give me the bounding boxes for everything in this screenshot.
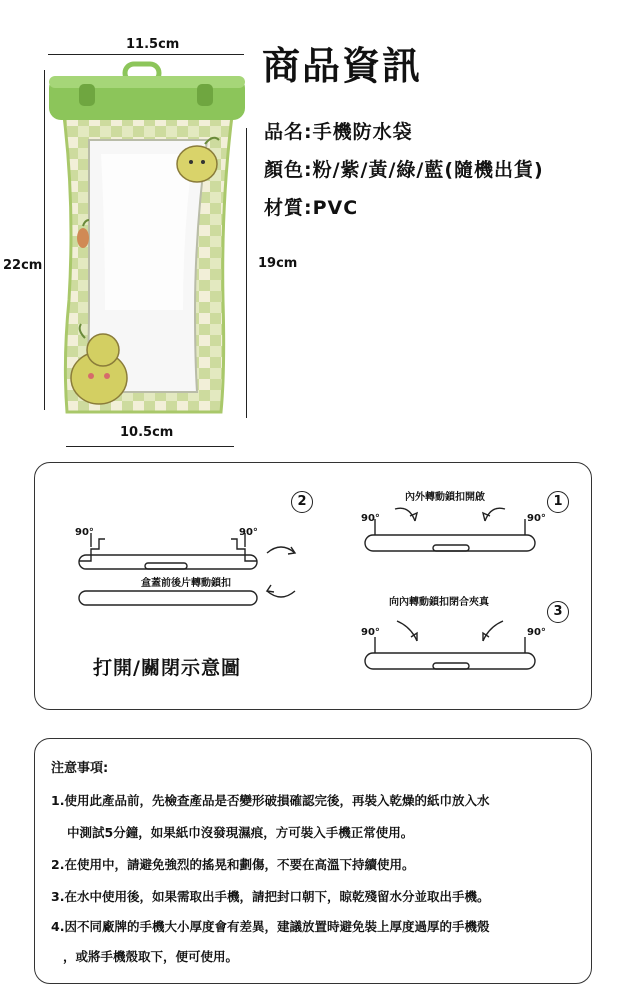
note-line-4: 3.在水中使用後，如果需取出手機，請把封口朝下，晾乾殘留水分並取出手機。: [51, 889, 490, 904]
top-width-line: [48, 54, 244, 55]
note-line-2: 中測試5分鐘，如果紙巾沒發現濕痕，方可裝入手機正常使用。: [67, 825, 414, 840]
angle-left-2: 90°: [239, 527, 258, 538]
top-width-label: 11.5cm: [126, 37, 180, 52]
diagram-title: 打開/關閉示意圖: [93, 657, 241, 679]
angle-right-3: 90°: [361, 627, 380, 638]
notes-heading: 注意事項:: [51, 761, 109, 776]
angle-right-1: 90°: [361, 513, 380, 524]
note-line-3: 2.在使用中，請避免強烈的搖晃和劃傷，不要在高溫下持續使用。: [51, 857, 415, 872]
note-line-5: 4.因不同廠牌的手機大小厚度會有差異，建議放置時避免裝上厚度過厚的手機殼: [51, 919, 490, 934]
step-1-badge: 1: [547, 491, 569, 513]
angle-left-1: 90°: [75, 527, 94, 538]
note-line-6: ，或將手機殼取下，便可使用。: [63, 949, 239, 964]
inner-height-label: 19cm: [258, 256, 298, 271]
spec-colors: 顏色:粉/紫/黃/綠/藍(隨機出貨): [264, 159, 544, 181]
bottom-width-line: [66, 446, 234, 447]
angle-right-2: 90°: [527, 513, 546, 524]
step-2-badge: 2: [291, 491, 313, 513]
step-3-label: 向內轉動鎖扣閉合夾真: [389, 597, 489, 608]
spec-name: 品名:手機防水袋: [264, 121, 413, 143]
step-3-badge: 3: [547, 601, 569, 623]
note-line-1: 1.使用此產品前，先檢查產品是否變形破損確認完後，再裝入乾燥的紙巾放入水: [51, 793, 490, 808]
bottom-width-label: 10.5cm: [120, 425, 174, 440]
page-title: 商品資訊: [262, 44, 423, 88]
diagram-box: [34, 462, 592, 710]
angle-right-4: 90°: [527, 627, 546, 638]
total-height-label: 22cm: [3, 258, 43, 273]
spec-material: 材質:PVC: [264, 197, 359, 219]
step-2-label: 盒蓋前後片轉動鎖扣: [141, 574, 231, 589]
notes-box: [34, 738, 592, 984]
waterproof-bag-image: [45, 60, 250, 425]
step-1-label: 內外轉動鎖扣開啟: [405, 492, 485, 503]
